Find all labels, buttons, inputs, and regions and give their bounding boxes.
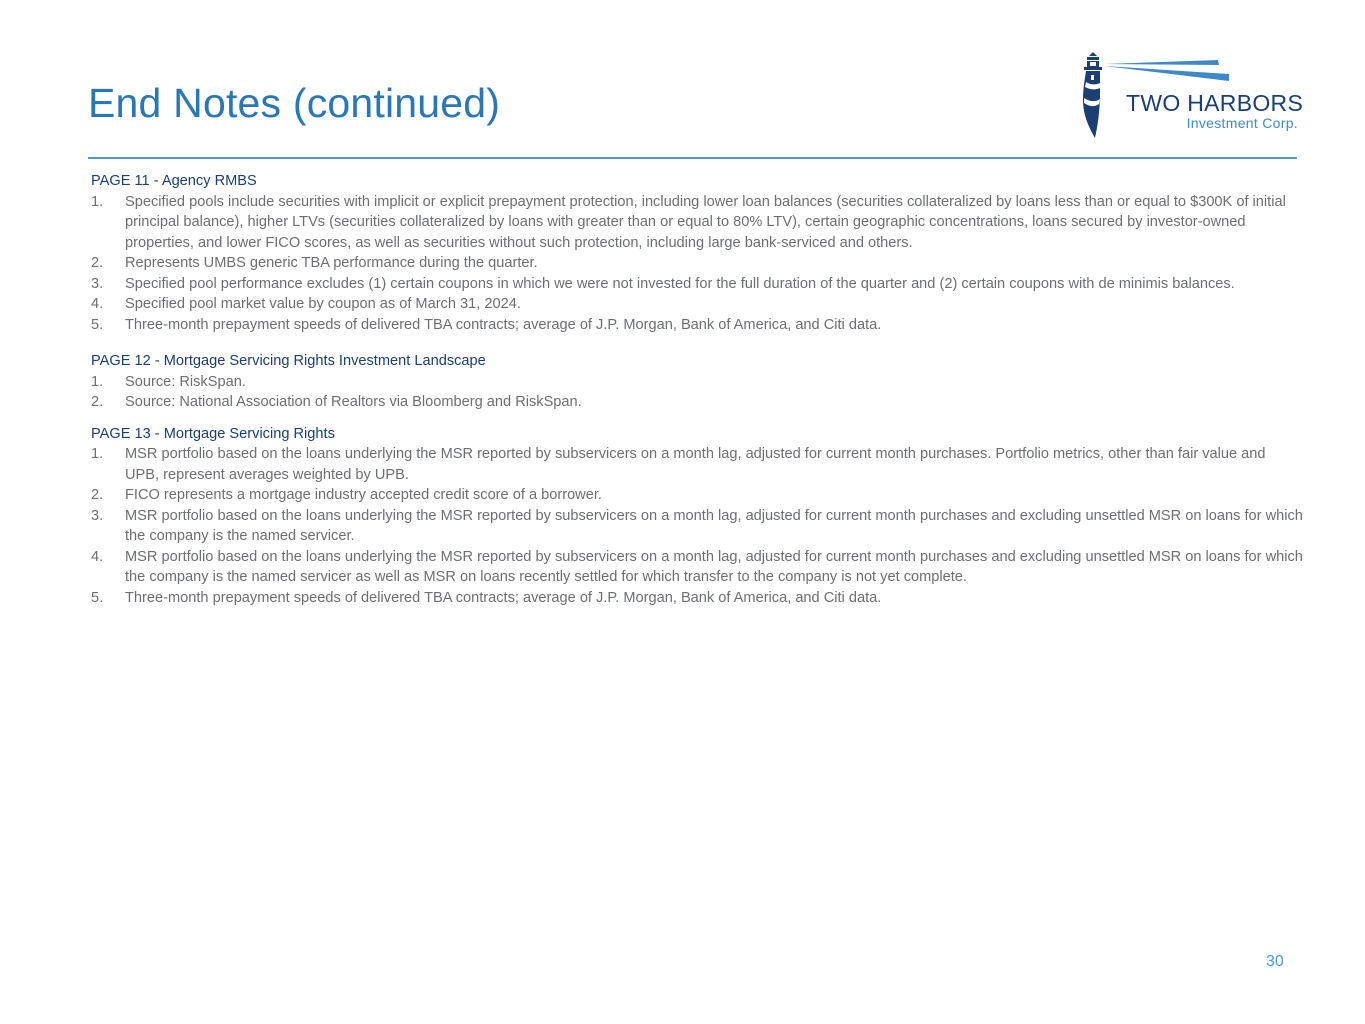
logo-wordmark: TWO HARBORS [1126,90,1304,116]
page-number: 30 [1266,953,1284,970]
two-harbors-logo [1078,52,1302,142]
note-text: Specified pool market value by coupon as of March 31, 2024. [125,296,521,312]
note-item [91,444,1303,485]
note-number: 4. [91,548,104,565]
note-item [91,485,1303,506]
note-item [91,392,1303,413]
note-text: Source: RiskSpan. [125,373,246,390]
note-item [91,253,1303,274]
note-number: 2. [91,255,104,271]
note-text: Specified pools include securities with implicit or explicit prepayment protection, including lower loan balances (securities collateralized by loans less than or equal to $300K of initial principal balance), higher LTVs (securities collateralized by loans with greater than or equal to 80% LTV), certain geographic concentrations, loans secured by investor-owned properties, and lower FICO scores, as well as securities without such protection, including large bank-serviced and others. [125,193,1286,251]
note-item [91,506,1303,547]
note-text: Three-month prepayment speeds of delivered TBA contracts; average of J.P. Morgan, Bank of America, and Citi data. [125,589,882,606]
note-text: Source: National Association of Realtors via Bloomberg and RiskSpan. [125,394,582,410]
note-number: 2. [91,394,104,410]
note-text: MSR portfolio based on the loans underlying the MSR reported by subservicers on a month lag, adjusted for current month purchases and excluding unsettled MSR on loans for which the company is the named servicer. [125,507,1303,544]
note-list [91,192,1303,336]
note-number: 3. [91,275,104,292]
note-number: 5. [91,316,104,333]
logo-subtitle: Investment Corp. [1186,115,1298,131]
note-number: 3. [91,507,104,524]
section-heading: PAGE 11 - Agency RMBS [91,173,257,189]
note-text: FICO represents a mortgage industry accepted credit score of a borrower. [125,487,602,503]
note-item [91,588,1303,609]
note-list [91,444,1303,608]
note-text: Represents UMBS generic TBA performance during the quarter. [125,255,538,271]
section-heading: PAGE 12 - Mortgage Servicing Rights Investment Landscape [91,353,486,369]
section-page-12 [91,351,1303,413]
note-number: 4. [91,296,104,312]
note-number: 1. [91,446,104,462]
section-page-13 [91,424,1303,609]
note-text: MSR portfolio based on the loans underlying the MSR reported by subservicers on a month lag, adjusted for current month purchases and excluding unsettled MSR on loans for which the company is the named servicer as well as MSR on loans recently settled for which transfer to the company is not yet complete. [125,548,1303,585]
note-item [91,547,1303,588]
note-item [91,315,1303,336]
note-text: Specified pool performance excludes (1) certain coupons in which we were not invested for the full duration of the quarter and (2) certain coupons with de minimis balances. [125,275,1235,292]
note-list [91,372,1303,413]
note-number: 2. [91,487,104,503]
note-item [91,192,1303,254]
note-text: Three-month prepayment speeds of delivered TBA contracts; average of J.P. Morgan, Bank of America, and Citi data. [125,316,882,333]
note-item [91,274,1303,295]
end-notes [91,171,1303,608]
note-number: 1. [91,373,104,390]
section-page-11 [91,171,1303,335]
note-number: 1. [91,193,104,210]
section-heading: PAGE 13 - Mortgage Servicing Rights [91,425,335,442]
page-title: End Notes (continued) [88,80,501,126]
note-text: MSR portfolio based on the loans underlying the MSR reported by subservicers on a month lag, adjusted for current month purchases. Portfolio metrics, other than fair value and UPB, represent averages weighted by UPB. [125,446,1266,483]
header-divider [88,157,1297,159]
note-number: 5. [91,589,104,606]
note-item [91,294,1303,315]
note-item [91,372,1303,393]
